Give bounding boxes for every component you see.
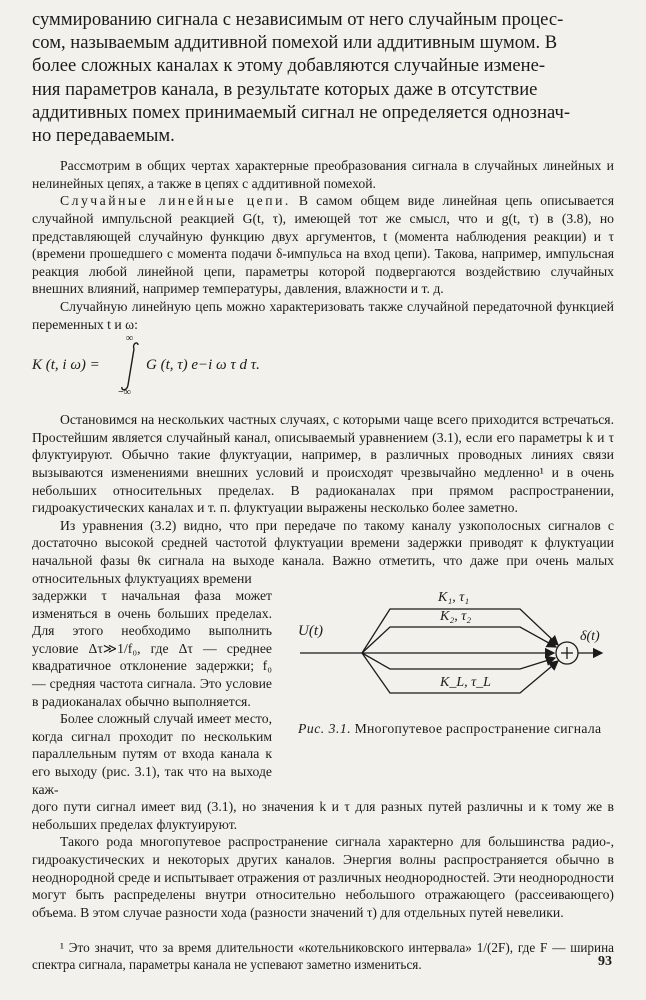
integral-sign [116,335,146,399]
formula-rhs: G (t, τ) e−i ω τ d τ. [146,357,260,374]
intro-line-3: более сложных каналах к этому добавляются случайные измене- [32,55,546,77]
paragraph-narrowband: Из уравнения (3.2) видно, что при передаче по такому каналу узкополосных сигналов с достаточно высокой средней частотой флуктуации времени задержки приводят к флуктуации начальной фазы θк сигнала на выходе канала. Важно отметить, что даже при очень малых относительных флуктуациях времени [32,517,614,586]
path-label-L: K_L, τ_L [440,675,491,691]
intro-line-6: но передаваемым. [32,125,175,147]
intro-line-5: аддитивных помех принимаемый сигнал не определяется однознач- [32,101,571,123]
intro-line-1: суммированию сигнала с независимым от него случайным процес- [32,9,564,30]
page-number: 93 [598,954,612,969]
paragraph-special-cases: Остановимся на нескольких частных случаях, с которыми чаще всего приходится встречаться. Простейшим является случайный канал, описываемый уравнением (3.1), если его параметры k и τ флуктуируют. Обычно такие флуктуации, например, в различных проводных линиях связи вызываются изменениями внешних условий и происходят чрезвычайно медленно¹ и в очень небольших относительных пределах. В радиоканалах при прямом распространении, гидроакустических каналах и т. п. флуктуации выражены несколько более заметно. [32,412,614,516]
integral-upper-limit: ∞ [126,333,134,345]
wrapped-text-column [32,587,272,798]
page-body [32,8,614,973]
output-signal-label: δ(t) [580,629,600,645]
caption-text: Многопутевое распространение сигнала [354,721,602,737]
integral-lower-limit: −∞ [118,387,131,399]
transfer-function-formula [32,335,614,399]
section-heading: Случайные линейные цепи. [60,193,291,209]
figure-caption [298,720,614,737]
paragraph-multipath-intro: Более сложный случай имеет место, когда сигнал проходит по нескольким параллельным путям от входа канала к его выходу (рис. 3.1), так что на выходе каж- [32,711,272,797]
paragraph-text: В самом общем виде линейная цепь описывается случайной импульсной реакцией G(t, τ), имеющей тот же смысл, что и g(t, τ) в (3.8), но представляющей случайную функцию двух аргументов, t (момента наблюдения реакции) и τ (времени прошедшего с момента подачи δ-импульса на вход цепи). Такова, например, импульсная реакция любой линейной цепи, параметры которой подвергаются воздействию случайных внешних влияний, например температуры, давления, влажности и т. д. [32,193,614,297]
intro-line-2: сом, называемым аддитивной помехой или аддитивным шумом. В [32,32,558,54]
paragraph-overview: Рассмотрим в общих чертах характерные преобразования сигнала в случайных линейных и нелинейных цепях, а также в цепях с аддитивной помехой. [32,158,614,191]
footnote: ¹ Это значит, что за время длительности «котельниковского интервала» 1/(2F), где F — ширина спектра сигнала, параметры канала не успевают заметно измениться. [32,940,614,973]
multipath-diagram [290,589,610,711]
input-signal-label: U(t) [298,623,323,640]
figure-wrap-section [32,587,614,798]
intro-line-4: ния параметров канала, в результате которых даже в отсутствие [32,78,538,100]
caption-label: Рис. 3.1. [298,721,352,737]
path-label-1: K₁, τ₁ [438,590,470,606]
paragraph-random-linear-circuits [32,192,614,298]
figure-3-1 [290,589,614,737]
paragraph-multipath-propagation: Такого рода многопутевое распространение сигнала характерно для большинства радио-, гидроакустических и некоторых других каналов. Энергия волны распространяется обычно в неоднородной среде и испытывает отражения от различных неоднородностей. Эти неоднородности могут быть распределены внутри относительно небольшого отражающего (рассеивающего) объема. В этом случае разности хода (разности значений τ) для отдельных путей невелики. [32,834,614,920]
paragraph-phase-condition: задержки τ начальная фаза может изменяться в очень больших пределах. Для этого необходимо выполнить условие Δτ≫1/f₀, где Δτ — среднее квадратичное отклонение задержки; f₀ — средняя частота сигнала. Это условие в радиоканалах обычно выполняется. [32,588,272,709]
paragraph-multipath-continued: дого пути сигнал имеет вид (3.1), но значения k и τ для разных путей различны и к тому же в небольших пределах флуктуируют. [32,799,614,832]
paragraph-transfer-function: Случайную линейную цепь можно характеризовать также случайной передаточной функцией переменных t и ω: [32,298,614,332]
formula-lhs: K (t, i ω) = [32,357,100,374]
path-label-2: K₂, τ₂ [440,609,472,625]
